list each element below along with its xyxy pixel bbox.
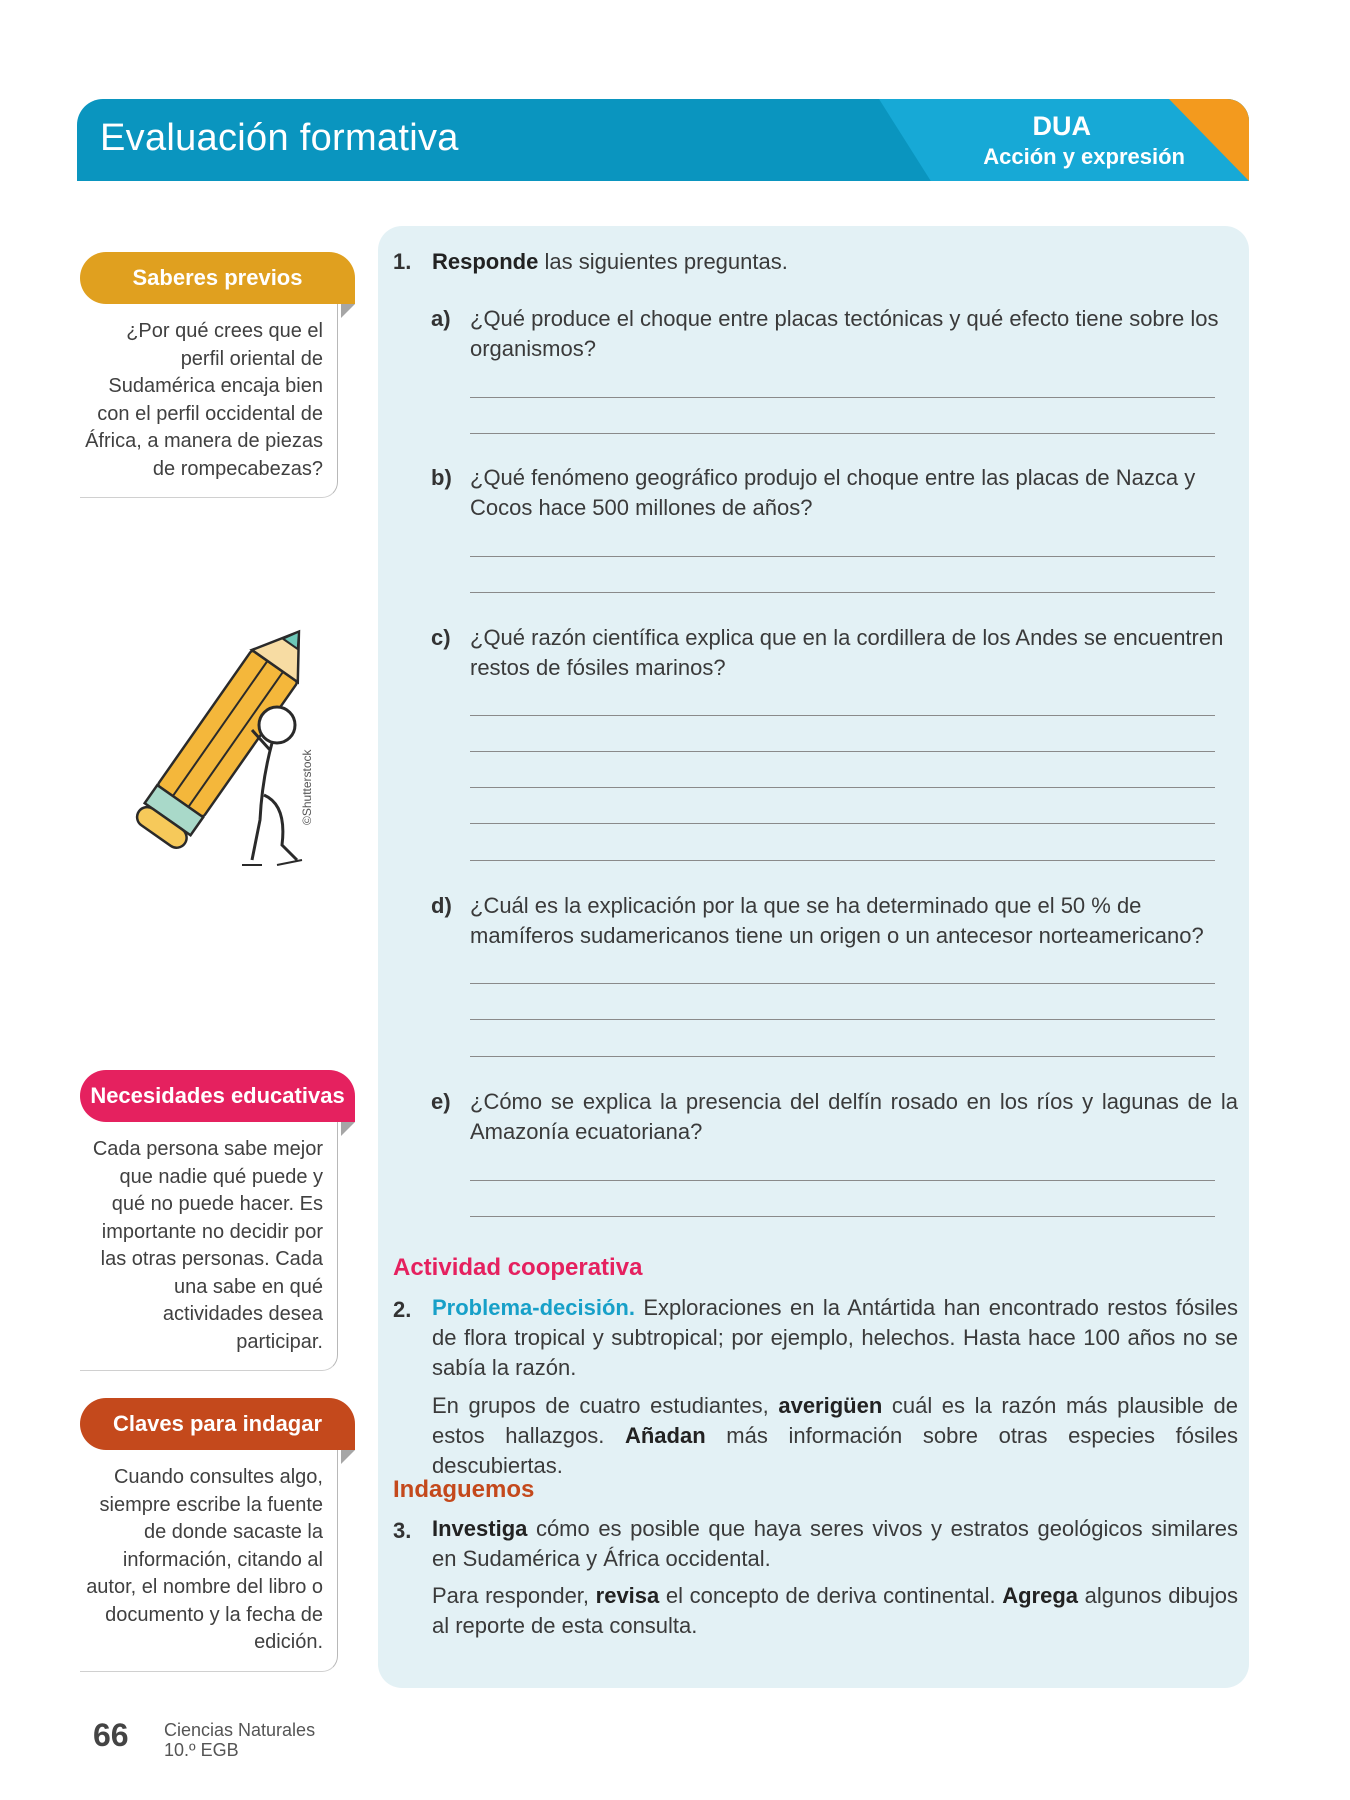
footer-subject [164, 1720, 315, 1760]
claves-indagar-text: Cuando consultes algo, siempre escribe la fuente de donde sacaste la información, citando al autor, el nombre del libro o documento y la fecha de edición. [80, 1450, 338, 1672]
question-c-text: ¿Qué razón científica explica que en la cordillera de los Andes se encuentren restos de fósiles marinos? [470, 625, 1224, 680]
claves-indagar-title: Claves para indagar [80, 1398, 355, 1450]
answer-line-e2[interactable] [470, 1216, 1215, 1217]
answer-line-c3[interactable] [470, 787, 1215, 788]
question-d-text: ¿Cuál es la explicación por la que se ha determinado que el 50 % de mamíferos sudamericanos tiene un origen o un antecesor norteamericano? [470, 893, 1204, 948]
question-1-verb: Responde [432, 249, 539, 274]
problema-decision-label: Problema-decisión. [432, 1295, 635, 1320]
question-e-text: ¿Cómo se explica la presencia del delfín rosado en los ríos y lagunas de la Amazonía ecuatoriana? [470, 1089, 1238, 1144]
answer-line-a2[interactable] [470, 433, 1215, 434]
answer-line-a1[interactable] [470, 397, 1215, 398]
section-title: Evaluación formativa [100, 117, 459, 159]
answer-line-e1[interactable] [470, 1180, 1215, 1181]
answer-line-c4[interactable] [470, 823, 1215, 824]
question-b-letter: b) [431, 465, 452, 490]
question-1-number: 1. [393, 249, 412, 274]
saberes-previos-box [80, 252, 355, 498]
indaguemos-title: Indaguemos [393, 1476, 535, 1503]
answer-line-d1[interactable] [470, 983, 1215, 984]
question-2-instructions: En grupos de cuatro estudiantes, averigüen cuál es la razón más plausible de estos hallazgos. Añadan más información sobre otras especies fósiles descubiertas. [432, 1393, 1238, 1478]
answer-line-c1[interactable] [470, 715, 1215, 716]
question-2-text: Problema-decisión. Exploraciones en la Antártida han encontrado restos fósiles de flora tropical y subtropical; por ejemplo, helechos. Hasta hace 100 años no se sabía la razón. [432, 1295, 1238, 1380]
question-a-letter: a) [431, 306, 451, 331]
question-3-instructions: Para responder, revisa el concepto de deriva continental. Agrega algunos dibujos al reporte de esta consulta. [432, 1583, 1238, 1638]
claves-indagar-box [80, 1398, 355, 1672]
dua-label: DUA [1032, 111, 1091, 141]
question-d-letter: d) [431, 893, 452, 918]
page-number: 66 [93, 1717, 129, 1753]
image-credit: ©Shutterstock [300, 749, 314, 825]
question-e-letter: e) [431, 1089, 451, 1114]
pencil-illustration [112, 620, 332, 870]
pencil-figure-icon [112, 620, 332, 870]
question-3-number: 3. [393, 1518, 412, 1543]
section-header [77, 99, 1249, 181]
answer-line-d2[interactable] [470, 1019, 1215, 1020]
question-a-text: ¿Qué produce el choque entre placas tectónicas y qué efecto tiene sobre los organismos? [470, 306, 1219, 361]
answer-line-c5[interactable] [470, 860, 1215, 861]
dua-subtitle: Acción y expresión [983, 144, 1185, 169]
question-c-letter: c) [431, 625, 451, 650]
necesidades-educativas-text: Cada persona sabe mejor que nadie qué puede y qué no puede hacer. Es importante no decidir por las otras personas. Cada una sabe en qué actividades desea participar. [80, 1122, 338, 1371]
cooperative-activity-title: Actividad cooperativa [393, 1254, 643, 1281]
answer-line-d3[interactable] [470, 1056, 1215, 1057]
necesidades-educativas-box [80, 1070, 355, 1371]
saberes-previos-title: Saberes previos [80, 252, 355, 304]
footer-subject-name: Ciencias Naturales [164, 1720, 316, 1740]
answer-line-b1[interactable] [470, 556, 1215, 557]
question-1-prompt [432, 247, 788, 277]
answer-line-c2[interactable] [470, 751, 1215, 752]
question-3-text: Investiga cómo es posible que haya seres vivos y estratos geológicos similares en Sudamérica y África occidental. [432, 1516, 1238, 1571]
question-2-number: 2. [393, 1297, 412, 1322]
necesidades-educativas-title: Necesidades educativas [80, 1070, 355, 1122]
footer-grade: 10.º EGB [164, 1740, 239, 1760]
saberes-previos-text: ¿Por qué crees que el perfil oriental de Sudamérica encaja bien con el perfil occidental de África, a manera de piezas de rompecabezas? [80, 304, 338, 498]
question-b-text: ¿Qué fenómeno geográfico produjo el choque entre las placas de Nazca y Cocos hace 500 millones de años? [470, 465, 1196, 520]
answer-line-b2[interactable] [470, 592, 1215, 593]
question-1-rest: las siguientes preguntas. [538, 249, 788, 274]
